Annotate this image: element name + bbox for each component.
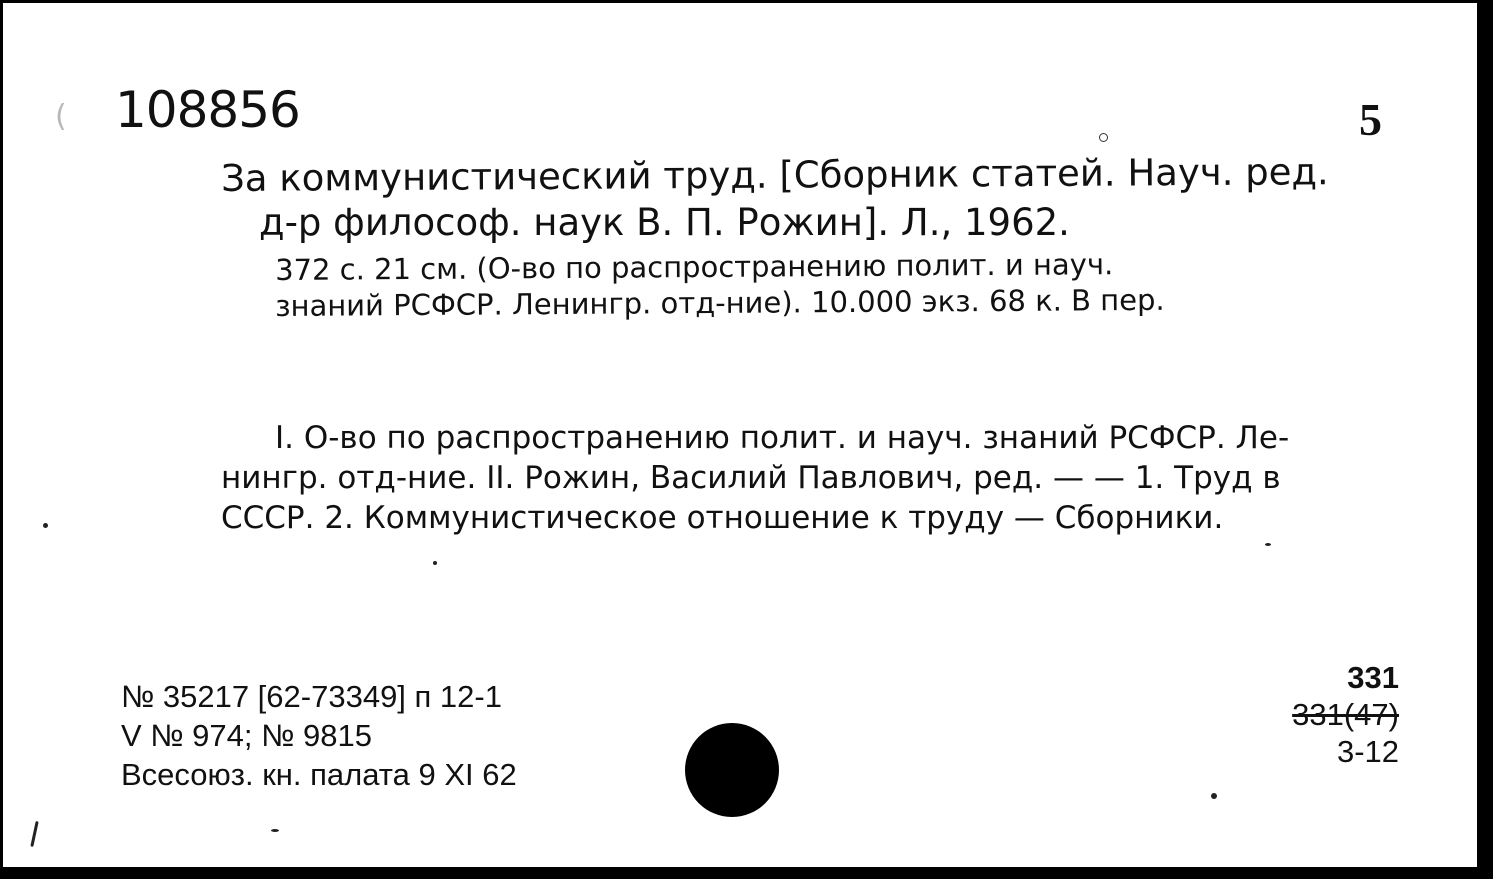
title-line-1: За коммунистический труд. [Сборник статей. Науч. ред.	[221, 150, 1329, 200]
registry-line: V № 974; № 9815	[121, 718, 372, 753]
subject-notes	[221, 418, 1401, 538]
classification-block	[1253, 659, 1399, 770]
note-line: нингр. отд-ние. II. Рожин, Василий Павлович, ред. — — 1. Труд в	[221, 460, 1281, 496]
ink-speck	[271, 829, 279, 832]
title-line-2: д-р философ. наук В. П. Рожин]. Л., 1962.	[259, 201, 1070, 244]
ink-speck	[30, 821, 38, 847]
ink-speck	[1211, 793, 1217, 799]
description-line-2: знаний РСФСР. Ленингр. отд-ние). 10.000 экз. 68 к. В пер.	[275, 282, 1165, 323]
library-stamp-mark: (	[55, 99, 67, 134]
registry-line: Всесоюз. кн. палата 9 XI 62	[121, 757, 517, 792]
classification-struck: 331(47)	[1292, 697, 1399, 732]
ink-speck	[43, 523, 48, 528]
ink-speck	[1265, 543, 1271, 546]
inventory-number: 108856	[115, 81, 300, 139]
registry-line: № 35217 [62-73349] п 12-1	[121, 679, 502, 714]
punch-hole	[685, 723, 779, 817]
ink-speck	[433, 561, 437, 565]
ink-speck	[1099, 133, 1108, 142]
description-line-1: 372 с. 21 см. (О-во по распространению полит. и науч.	[275, 247, 1114, 287]
registry-block	[121, 677, 517, 794]
classification-secondary: 3-12	[1336, 734, 1399, 769]
note-line: СССР. 2. Коммунистическое отношение к труду — Сборники.	[221, 500, 1224, 536]
classification-primary: 331	[1347, 660, 1399, 695]
card-number: 5	[1359, 94, 1382, 145]
note-line: I. О-во по распространению полит. и науч. знаний РСФСР. Ле-	[275, 420, 1290, 456]
